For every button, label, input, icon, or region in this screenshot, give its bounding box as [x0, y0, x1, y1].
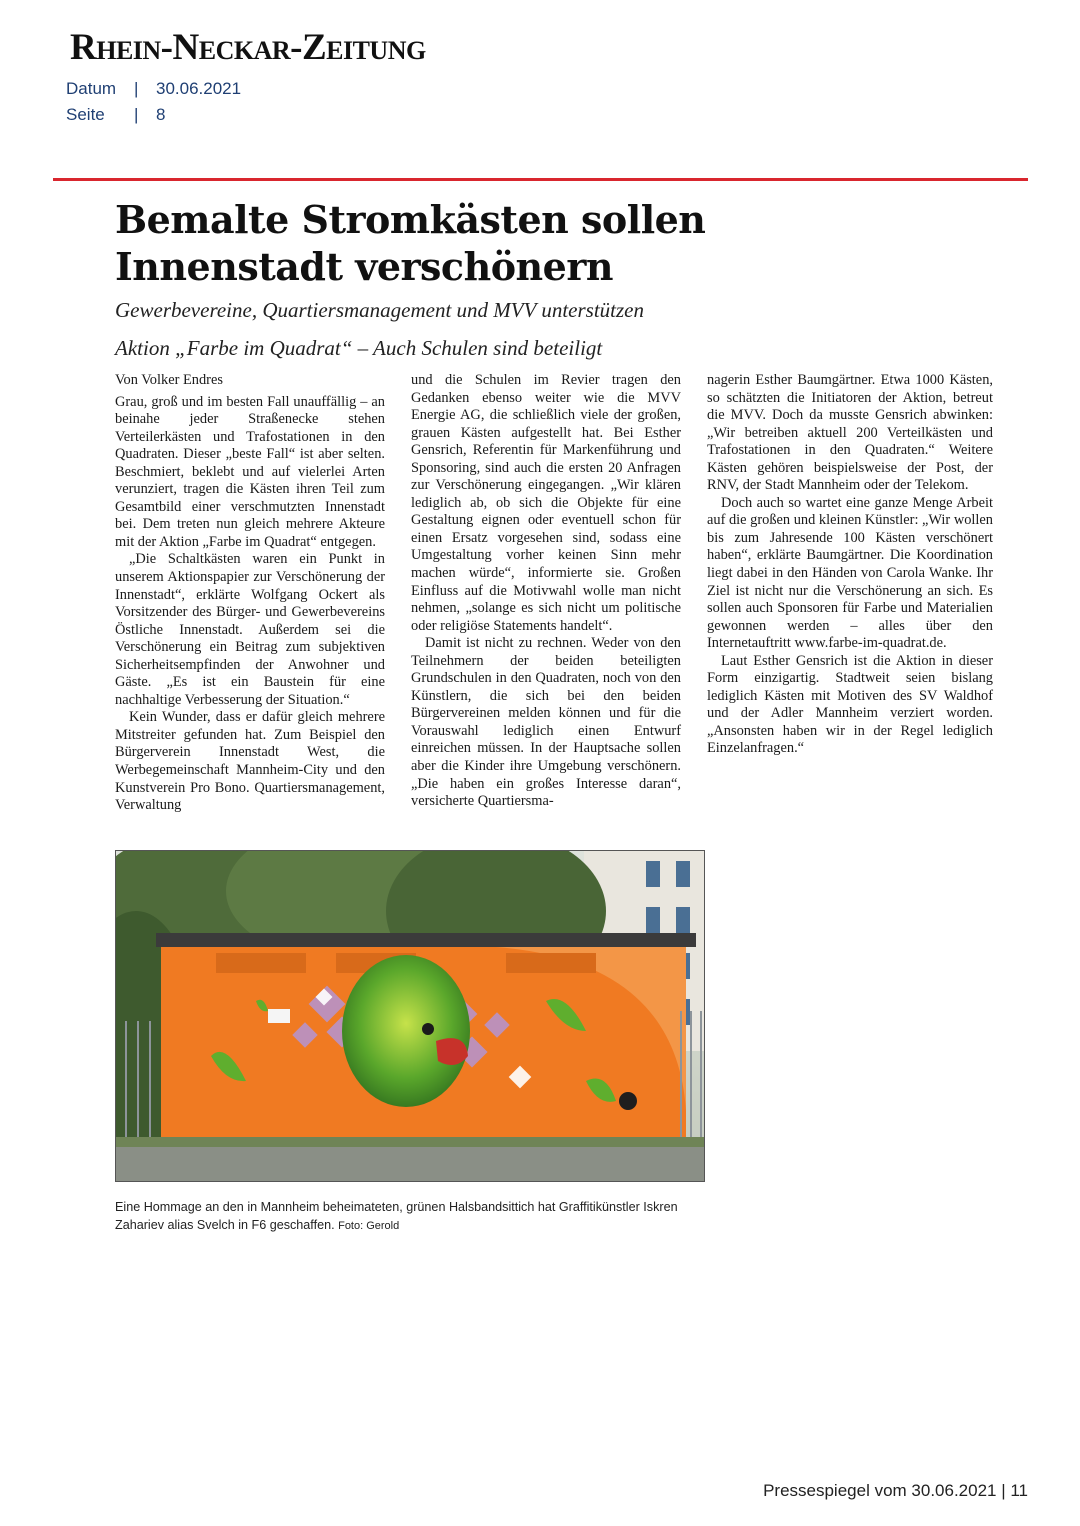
- page-label: Seite: [66, 105, 105, 124]
- photo-credit: Foto: Gerold: [338, 1220, 400, 1232]
- paragraph: und die Schulen im Revier tragen den Gedanken ebenso weiter wie die MVV Energie AG, die schließlich viele der großen, grauen Kästen aufgestellt hat. Bei Esther Gensrich, Referentin für Markenführung und Sponsoring, sind auch die ersten 20 Anfragen zur Verschönerung eingegangen. „Wir klären lediglich ab, ob sich die Objekte für eine Gestaltung eignen oder eventuell schon für einen Ersatz vorgesehen sind, sodass eine Umgestaltung vorher keinen Sinn mehr machen würde“, informierte sie. Großen Einfluss auf die Motivwahl wolle man nicht nehmen, „solange es sich nicht um politische oder religiöse Statements handelt“.: [411, 372, 681, 634]
- date-separator: |: [134, 79, 139, 98]
- masthead: Rhein-Neckar-Zeitung: [70, 27, 426, 68]
- page-line: [66, 105, 165, 125]
- date-value: 30.06.2021: [156, 79, 242, 98]
- article-column-2: [411, 372, 681, 811]
- article-headline: Bemalte Stromkästen sollen Innenstadt verschönern: [115, 197, 706, 289]
- paragraph: Grau, groß und im besten Fall unauffällig – an beinahe jeder Straßenecke stehen Verteilerkästen und Trafostationen in den Quadraten. Dieser „beste Fall“ ist aber selten. Beschmiert, beklebt und auf vielerlei Arten verunziert, tragen die Kästen ihren Teil zum Gesamtbild einer verschmutzten Innenstadt bei. Dem treten nun gleich mehrere Akteure mit der Aktion „Farbe im Quadrat“ entgegen.: [115, 393, 385, 550]
- caption-text: Eine Hommage an den in Mannheim beheimateten, grünen Halsbandsittich hat Graffitikünstler Iskren Zahariev alias Svelch in F6 geschaffen.: [115, 1200, 678, 1232]
- paragraph: Damit ist nicht zu rechnen. Weder von den Teilnehmern der beiden beteiligten Grundschulen in den Quadraten, noch von den Künstlern, die sich bei den beiden Bürgervereinen melden können und für die Vorauswahl lediglich einen Entwurf einreichen müssen. In der Hauptsache sollen aber die Kinder ihre Umgebung verschönern. „Die haben ein großes Interesse daran“, versicherte Quartiersma-: [411, 635, 681, 810]
- date-label: Datum: [66, 79, 117, 98]
- article-kicker: Aktion „Farbe im Quadrat“ – Auch Schulen sind beteiligt: [115, 336, 603, 360]
- paragraph: Kein Wunder, dass er dafür gleich mehrere Mitstreiter gefunden hat. Zum Beispiel den Bürgerverein Innenstadt West, die Werbegemeinschaft Mannheim-City und den Kunstverein Pro Bono. Quartiersmanagement, Verwaltung: [115, 709, 385, 814]
- mural-illustration: [116, 851, 704, 1181]
- header-rule: [53, 178, 1028, 181]
- article-subheadline: Gewerbevereine, Quartiersmanagement und MVV unterstützen: [115, 298, 644, 322]
- paragraph: Doch auch so wartet eine ganze Menge Arbeit auf die großen und kleinen Künstler: „Wir wollen bis zum Jahresende 100 Kästen verschönert haben“, erklärte Baumgärtner. Die Koordination liegt dabei in den Händen von Carola Wanke. Ihr Ziel ist nicht nur die Verschönerung an sich. Es sollen auch Sponsoren für Farbe und Materialien gewonnen werden – alles über den Internetauftritt www.farbe-im-quadrat.de.: [707, 494, 993, 652]
- page-footer: Pressespiegel vom 30.06.2021 | 11: [763, 1481, 1028, 1500]
- paragraph: nagerin Esther Baumgärtner. Etwa 1000 Kästen, so schätzten die Initiatoren der Aktion, betreut die MVV. Doch da musste Gensrich abwinken: „Wir betreiben aktuell 200 Verteilkästen und Trafostationen in den Quadraten.“ Weitere Kästen gehören beispielsweise der Post, der RNV, der Stadt Mannheim oder der Telekom.: [707, 372, 993, 494]
- paragraph: „Die Schaltkästen waren ein Punkt in unserem Aktionspapier zur Verschönerung der Innenstadt“, erklärte Wolfgang Ockert als Vorsitzender des Bürger- und Gewerbevereins Östliche Innenstadt. Außerdem sei die Verschönerung ein Beitrag zum subjektiven Sicherheitsempfinden der Anwohner und Gäste. „Es ist ein Baustein für eine nachhaltige Verbesserung der Situation.“: [115, 551, 385, 708]
- date-line: [66, 79, 241, 99]
- byline: Von Volker Endres: [115, 372, 223, 388]
- page-value: 8: [156, 105, 166, 124]
- page-separator: |: [134, 105, 139, 124]
- photo-caption: [115, 1198, 715, 1235]
- article-column-1: [115, 372, 385, 815]
- article-column-3: [707, 372, 993, 758]
- paragraph: Laut Esther Gensrich ist die Aktion in dieser Form einzigartig. Stadtweit seien bislang lediglich Kästen mit Motiven des SV Waldhof und der Adler Mannheim verziert worden. „Ansonsten haben wir in der Regel lediglich Einzelanfragen.“: [707, 652, 993, 757]
- article-photo: [115, 850, 705, 1182]
